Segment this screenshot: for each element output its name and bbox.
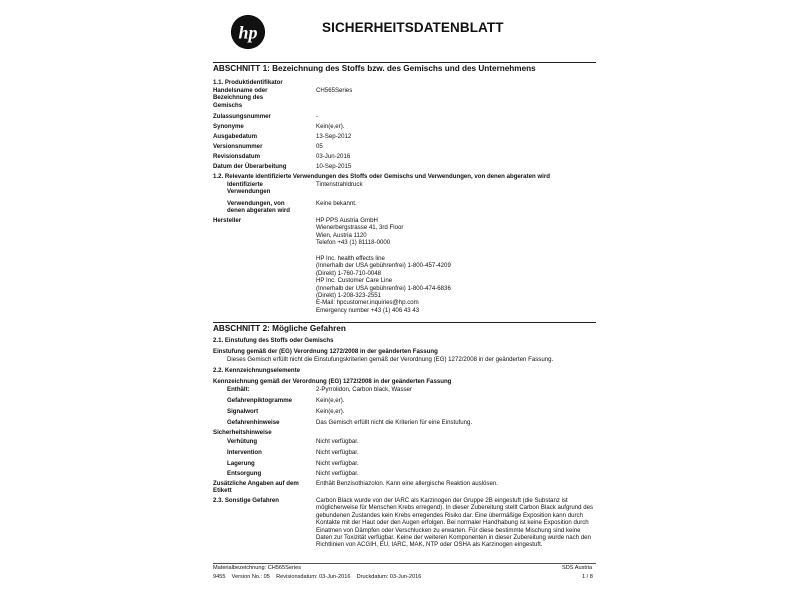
field-value: 03-Jun-2016	[316, 153, 351, 160]
field-label: Revisionsdatum	[213, 153, 261, 160]
hp-logo	[230, 14, 266, 50]
field-label: Identifizierte Verwendungen	[227, 181, 271, 196]
footer-rule	[213, 563, 596, 564]
field-value: 10-Sep-2015	[316, 163, 352, 170]
footer-material: Materialbezeichnung: CH565Series	[213, 565, 301, 571]
field-label: Signalwort	[227, 408, 259, 415]
footer-meta: 9455 Version No.: 05 Revisionsdatum: 03-Jun-2016 Druckdatum: 03-Jun-2016	[213, 574, 422, 580]
footer-region: SDS Austria	[562, 565, 593, 571]
field-label: Verhütung	[227, 438, 258, 445]
field-label: Intervention	[227, 449, 262, 456]
field-label: Ausgabedatum	[213, 133, 258, 140]
field-label: Enthält:	[227, 386, 250, 393]
field-value: Keine bekannt.	[316, 200, 357, 207]
hp-logo-text: hp	[238, 22, 258, 43]
field-value: CH565Series	[316, 87, 353, 94]
field-value: 2-Pyrrolidon, Carbon black, Wasser	[316, 386, 412, 393]
field-value: Kein(e,er).	[316, 397, 345, 404]
section-1-heading: ABSCHNITT 1: Bezeichnung des Stoffs bzw. des Gemischs und des Unternehmens	[213, 64, 536, 73]
document-title: SICHERHEITSDATENBLATT	[322, 20, 504, 35]
section-rule	[213, 62, 596, 63]
other-hazards-text: Carbon Black wurde von der IARC als Karzinogen der Gruppe 2B eingestuft (die Substanz ist möglicherweise für Menschen Krebs erregend). In dieser Zubereitung stellt Carbon Black aufgrund des gebundenen Zustandes kein Krebs erregendes Risiko dar. Eine übermäßige Exposition kann durch Kontakte mit der Haut oder den Augen erfolgen. Bei normaler Handhabung ist keine Exposition durch Einatmen von Dämpfen oder Verschlucken zu erwarten. Für diese bestimmte Mischung sind keine Daten zur Toxizität verfügbar. Keine der weiteren Komponenten in dieser Zubereitung wurde nach den Richtlinien von ACGIH, EU, IARC, MAK, NTP oder OSHA als Karzinogen eingestuft.	[316, 497, 594, 549]
labelling-heading: Kennzeichnung gemäß der Verordnung (EG) 1272/2008 in der geänderten Fassung	[213, 378, 452, 385]
field-label: Lagerung	[227, 460, 255, 467]
field-label: Datum der Überarbeitung	[213, 163, 287, 170]
field-value: 13-Sep-2012	[316, 133, 352, 140]
field-label: Handelsname oder Bezeichnung des Gemischs	[213, 87, 268, 109]
classification-heading: Einstufung gemäß der (EG) Verordnung 1272/2008 in der geänderten Fassung	[213, 348, 438, 355]
field-label: Entsorgung	[227, 470, 262, 477]
field-value: -	[316, 113, 319, 120]
subsection-2-2: 2.2. Kennzeichnungselemente	[213, 367, 301, 374]
field-value: Nicht verfügbar.	[316, 460, 359, 467]
other-hazards-label: 2.3. Sonstige Gefahren	[213, 497, 280, 504]
field-value: Kein(e,er).	[316, 123, 345, 130]
classification-text: Dieses Gemisch erfüllt nicht die Einstufungskriterien gemäß der Verordnung (EG) 1272/2008 in der geänderten Fassung.	[227, 356, 554, 363]
field-label: Versionsnummer	[213, 143, 263, 150]
footer-page-number: 1 / 8	[582, 574, 593, 580]
field-value: Nicht verfügbar.	[316, 449, 359, 456]
subsection-1-2: 1.2. Relevante identifizierte Verwendungen des Stoffs oder Gemischs und Verwendungen, von denen abgeraten wird	[213, 173, 550, 180]
field-value: Nicht verfügbar.	[316, 438, 359, 445]
manufacturer-contacts: HP Inc. health effects line (Innerhalb der USA gebührenfrei) 1-800-457-4209 (Direkt) 1-760-710-0048 HP Inc. Customer Care Line (Innerhalb der USA gebührenfrei) 1-800-474-6836 (Direkt) 1-208-323-2551 E-Mail: hpcustomer.inquiries@hp.com Emergency number +43 (1) 406 43 43	[316, 255, 451, 314]
subsection-1-1: 1.1. Produktidentifikator	[213, 79, 283, 86]
field-label: Synonyme	[213, 123, 244, 130]
field-value: Tintenstrahldruck	[316, 181, 363, 188]
field-value: 05	[316, 143, 323, 150]
field-label: Gefahrenhinweise	[227, 419, 280, 426]
manufacturer-label: Hersteller	[213, 217, 242, 224]
additional-info-label: Zusätzliche Angaben auf dem Etikett	[213, 480, 299, 495]
field-label: Verwendungen, von denen abgeraten wird	[227, 200, 290, 215]
section-2-heading: ABSCHNITT 2: Mögliche Gefahren	[213, 324, 346, 333]
safety-heading: Sicherheitshinweise	[213, 429, 272, 436]
field-value: Nicht verfügbar.	[316, 470, 359, 477]
additional-info-value: Enthält Benzisothiazolon. Kann eine allergische Reaktion auslösen.	[316, 480, 498, 487]
section-rule	[213, 322, 596, 323]
field-value: Das Gemisch erfüllt nicht die Kriterien für eine Einstufung.	[316, 419, 473, 426]
subsection-2-1: 2.1. Einstufung des Stoffs oder Gemischs	[213, 337, 334, 344]
field-label: Zulassungsnummer	[213, 113, 271, 120]
field-value: Kein(e,er).	[316, 408, 345, 415]
field-label: Gefahrenpiktogramme	[227, 397, 293, 404]
manufacturer-address: HP PPS Austria GmbH Wienerbergstrasse 41, 3rd Floor Wien, Austria 1120 Telefon +43 (1) 81118-0000	[316, 217, 404, 247]
